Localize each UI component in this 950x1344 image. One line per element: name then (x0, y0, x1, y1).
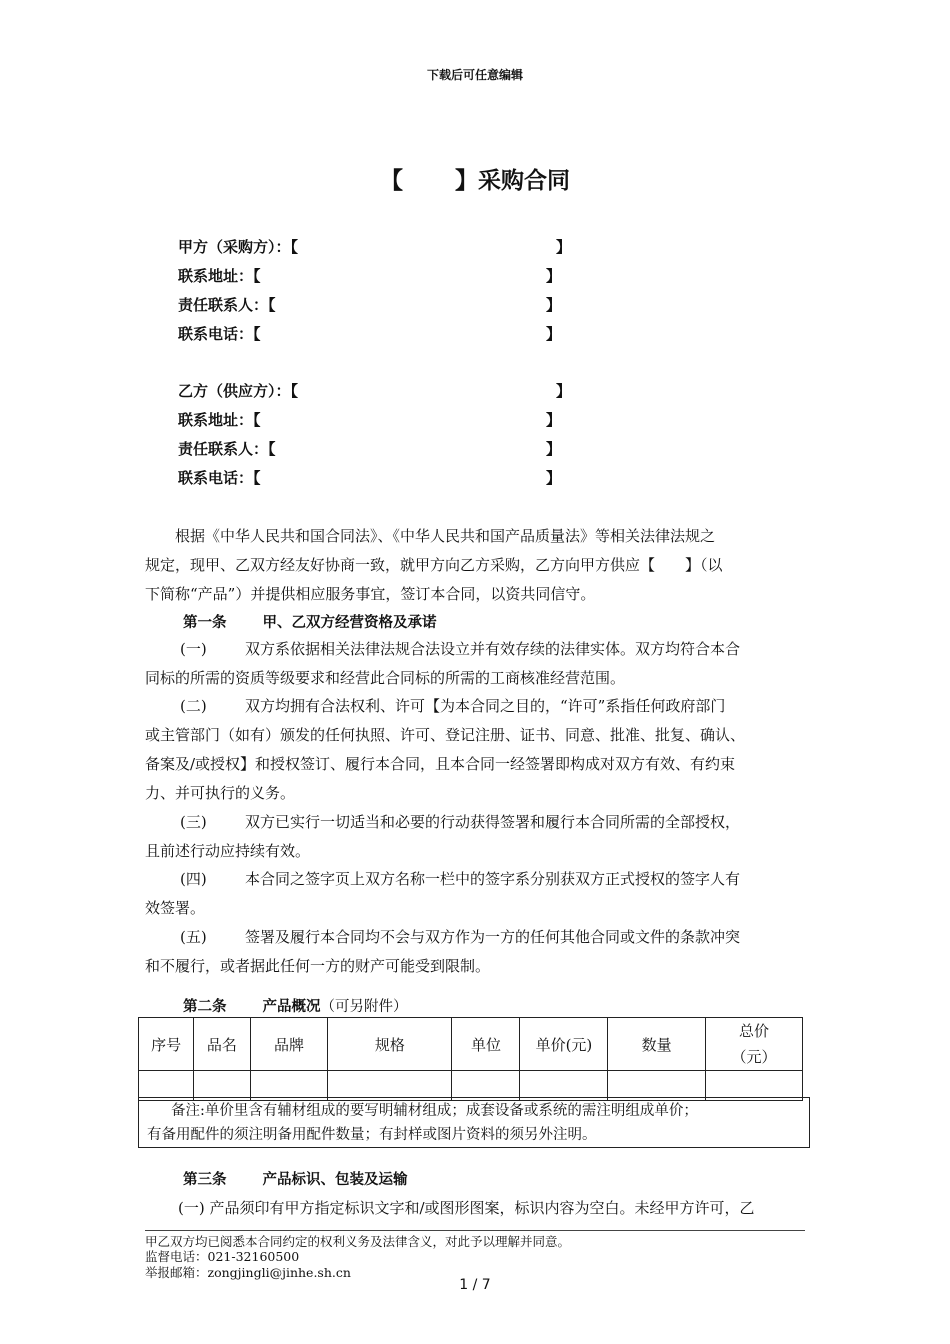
item-number: (四) (180, 870, 207, 888)
footer-agreement: 甲乙双方均已阅悉本合同约定的权利义务及法律含义，对此予以理解并同意。 (145, 1234, 571, 1249)
party-b-name-label: 乙方（供应方）：【 】 (178, 382, 572, 400)
item-line: 和不履行，或者据此任何一方的财产可能受到限制。 (145, 957, 491, 975)
col-header-quantity: 数量 (608, 1018, 706, 1071)
item-number: (一) (180, 640, 207, 658)
article-1-item-5 (145, 923, 810, 981)
article-1-item-4 (145, 865, 810, 923)
title-text: 】采购合同 (455, 168, 570, 194)
article-3-item-1: (一) 产品须印有甲方指定标识文字和/或图形图案，标识内容为空白。未经甲方许可，乙 (178, 1199, 755, 1217)
party-b-contact-label: 责任联系人：【 】 (178, 440, 562, 458)
item-line: 本合同之签字页上双方名称一栏中的签字系分别获双方正式授权的签字人有 (245, 870, 741, 888)
remark-line: 备注:单价里含有辅材组成的要写明辅材组成；成套设备或系统的需注明组成单价； (171, 1103, 698, 1119)
header-note: 下载后可任意编辑 (426, 68, 523, 82)
col-header-unit: 单位 (452, 1018, 520, 1071)
item-number: (二) (180, 697, 207, 715)
table-cell (452, 1071, 520, 1101)
table-cell (608, 1071, 706, 1101)
intro-line: 规定，现甲、乙双方经友好协商一致，就甲方向乙方采购，乙方向甲方供应【 】（以 (145, 556, 723, 574)
table-cell (139, 1071, 194, 1101)
footer-phone: 监督电话：021-32160500 (145, 1249, 300, 1264)
table-cell (705, 1071, 802, 1101)
item-number: (三) (180, 813, 207, 831)
table-header-row (139, 1018, 803, 1071)
party-b-address-close: 】 (546, 411, 562, 429)
page-title (0, 162, 950, 195)
party-b-address-label: 联系地址：【 】 (178, 411, 562, 429)
article-1-item-3 (145, 808, 810, 866)
party-a-name-close: 】 (556, 238, 572, 256)
party-a-name-label: 甲方（采购方）：【 】 (178, 238, 572, 256)
item-line: 力、并可执行的义务。 (145, 784, 296, 802)
article-3-heading: 第三条 产品标识、包装及运输 (183, 1172, 408, 1188)
item-line: 同标的所需的资质等级要求和经营此合同标的所需的工商核准经营范围。 (145, 669, 626, 687)
intro-line: 下简称“产品”）并提供相应服务事宜，签订本合同，以资共同信守。 (145, 585, 596, 603)
party-b-contact-close: 】 (546, 440, 562, 458)
item-line: 备案及/或授权】和授权签订、履行本合同，且本合同一经签署即构成对双方有效、有约束 (145, 755, 736, 773)
col-header-brand: 品牌 (250, 1018, 328, 1071)
col-header-name: 品名 (194, 1018, 250, 1071)
party-a-address-label: 联系地址：【 】 (178, 267, 562, 285)
article-2-note: （可另附件） (320, 999, 408, 1015)
article-1-item-2 (145, 692, 810, 808)
footer-email: 举报邮箱：zongjingli@jinhe.sh.cn (145, 1265, 351, 1280)
party-b-phone-close: 】 (546, 469, 562, 487)
page-number: 1 / 7 (459, 1277, 491, 1293)
table-cell (194, 1071, 250, 1101)
product-table (138, 1017, 803, 1101)
footer-divider (145, 1230, 805, 1231)
col-header-spec: 规格 (328, 1018, 452, 1071)
table-row (139, 1071, 803, 1101)
table-cell (250, 1071, 328, 1101)
article-2-heading: 第二条 产品概况（可另附件） (183, 999, 408, 1015)
col-header-index: 序号 (139, 1018, 194, 1071)
party-a-contact-close: 】 (546, 296, 562, 314)
intro-paragraph (145, 522, 810, 609)
table-cell (520, 1071, 608, 1101)
item-number: (五) (180, 928, 207, 946)
item-line: 签署及履行本合同均不会与双方作为一方的任何其他合同或文件的条款冲突 (245, 928, 741, 946)
table-cell (328, 1071, 452, 1101)
party-a-contact-label: 责任联系人：【 】 (178, 296, 562, 314)
col-header-unit-price: 单价(元) (520, 1018, 608, 1071)
party-a-phone-close: 】 (546, 325, 562, 343)
col-header-total: 总价 （元） (705, 1018, 802, 1071)
item-line: 效签署。 (145, 899, 206, 917)
item-line: 双方均拥有合法权利、许可【为本合同之目的，“许可”系指任何政府部门 (245, 697, 726, 715)
item-line: 双方已实行一切适当和必要的行动获得签署和履行本合同所需的全部授权， (245, 813, 741, 831)
article-1-heading: 第一条 甲、乙双方经营资格及承诺 (183, 615, 437, 631)
article-1-item-1 (145, 635, 810, 693)
party-b-name-close: 】 (556, 382, 572, 400)
item-line: 或主管部门（如有）颁发的任何执照、许可、登记注册、证书、同意、批准、批复、确认、 (145, 726, 746, 744)
intro-line: 根据《中华人民共和国合同法》、《中华人民共和国产品质量法》等相关法律法规之 (175, 527, 716, 545)
party-b-phone-label: 联系电话：【 】 (178, 469, 562, 487)
party-a-phone-label: 联系电话：【 】 (178, 325, 562, 343)
item-line: 且前述行动应持续有效。 (145, 842, 311, 860)
remark-line: 有备用配件的须注明备用配件数量；有封样或图片资料的须另外注明。 (147, 1127, 597, 1143)
title-bracket-open: 【 (380, 168, 403, 194)
party-a-address-close: 】 (546, 267, 562, 285)
item-line: 双方系依据相关法律法规合法设立并有效存续的法律实体。双方均符合本合 (245, 640, 741, 658)
product-remark (138, 1097, 810, 1148)
